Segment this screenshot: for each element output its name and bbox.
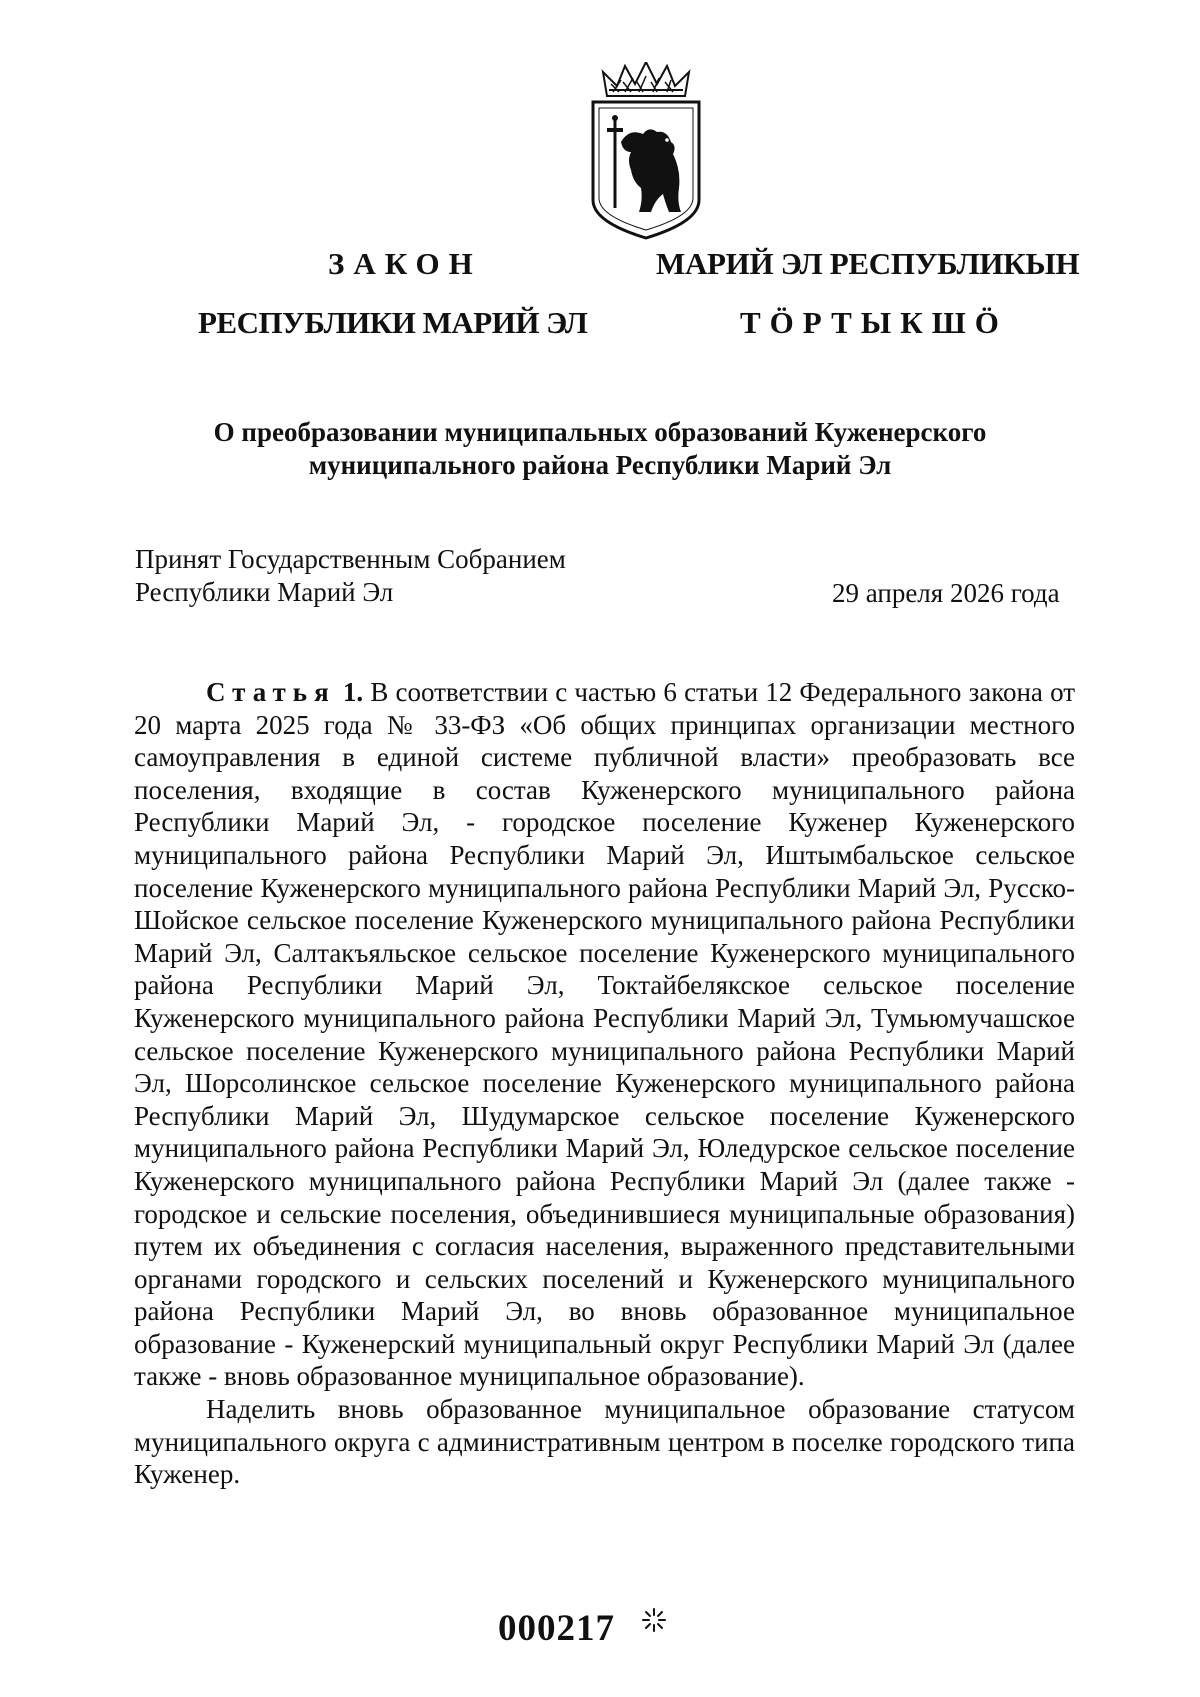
document-title-line-1: О преобразовании муниципальных образований Куженерского xyxy=(213,417,987,447)
article-1-paragraph-2: Наделить вновь образованное муниципальное образование статусом муниципального округа с административным центром в поселке городского типа Куженер. xyxy=(134,1394,1075,1490)
article-number: 1. xyxy=(342,677,364,707)
serial-number: 000217 xyxy=(498,1608,615,1649)
article-1-text: В соответствии с частью 6 статьи 12 Федерального закона от 20 марта 2025 года № 33-ФЗ «Об общих принципах организации местного самоуправления в единой системе публичной власти» преобразовать все поселения, входящие в состав Куженерского муниципального района Республики Марий Эл, - городское поселение Куженер Куженерского муниципального района Республики Марий Эл, Иштымбальское сельское поселение Куженерского муниципального района Республики Марий Эл, Русско-Шойское сельское поселение Куженерского муниципального района Республики Марий Эл, Салтакъяльское сельское поселение Куженерского муниципального района Республики Марий Эл, Токтайбелякское сельское поселение Куженерского муниципального района Республики Марий Эл, Тумьюмучашское сельское поселение Куженерского муниципального района Республики Марий Эл, Шорсолинское сельское поселение Куженерского муниципального района Республики Марий Эл, Шудумарское сельское поселение Куженерского муниципального района Республики Марий Эл, Юледурское сельское поселение Куженерского муниципального района Республики Марий Эл (далее также - городское и сельские поселения, объединившиеся муниципальные образования) путем их объединения с согласия населения, выраженного представительными органами городского и сельских поселений и Куженерского муниципального района Республики Марий Эл, во вновь образованное муниципальное образование - Куженерский муниципальный округ Республики Марий Эл (далее также - вновь образованное муниципальное образование). xyxy=(134,677,1076,1392)
article-label: Статья xyxy=(206,677,336,707)
adopted-by xyxy=(135,543,566,609)
header-republic-name-mari: МАРИЙ ЭЛ РЕСПУБЛИКЫН xyxy=(656,246,1080,281)
document-title-line-2: муниципального района Республики Марий Эл xyxy=(308,450,892,480)
header-law-title-mari: ТӦРТЫКШӦ xyxy=(740,305,1008,340)
article-1 xyxy=(134,676,1075,1491)
adopted-by-line-2: Республики Марий Эл xyxy=(135,577,394,607)
adopted-by-line-1: Принят Государственным Собранием xyxy=(135,544,566,574)
header-law-title: ЗАКОН xyxy=(328,246,482,281)
article-1-paragraph-1 xyxy=(134,676,1075,1393)
document-title xyxy=(110,416,1090,482)
coat-of-arms-icon xyxy=(585,62,707,240)
header-republic-name: РЕСПУБЛИКИ МАРИЙ ЭЛ xyxy=(198,305,588,340)
hologram-mark-icon xyxy=(640,1606,668,1634)
adoption-date: 29 апреля 2026 года xyxy=(832,578,1060,608)
